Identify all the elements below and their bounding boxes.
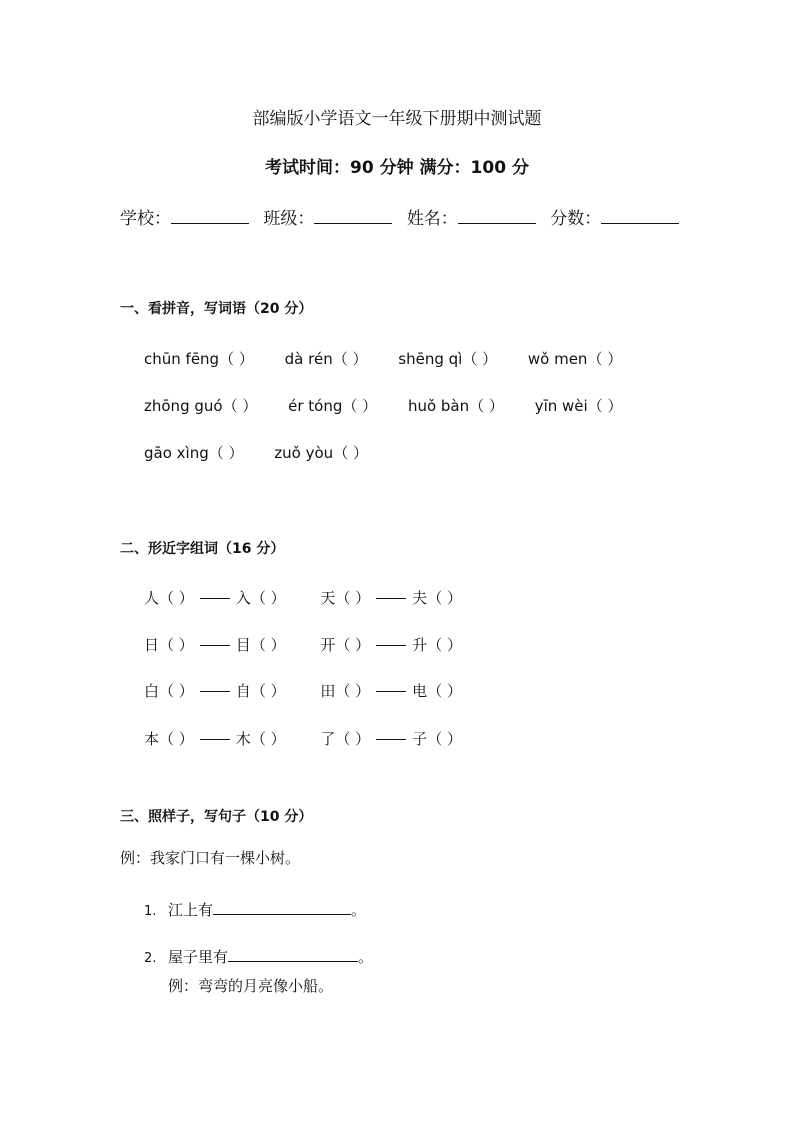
char: 本 [144, 730, 160, 748]
answer-parens[interactable]: （ ） [335, 636, 371, 654]
char: 入 [235, 589, 251, 607]
char: 夫 [412, 589, 428, 607]
answer-parens[interactable]: （ ） [342, 397, 378, 415]
dash-connector [200, 598, 230, 599]
class-label: 班级： [263, 209, 315, 229]
pinyin-row-2 [144, 395, 648, 416]
answer-parens[interactable]: （ ） [333, 444, 368, 462]
class-field [263, 204, 392, 229]
exam-subtitle: 考试时间：90 分钟 满分：100 分 [265, 158, 529, 178]
dash-connector [200, 691, 230, 692]
question-end: 。 [358, 948, 374, 966]
answer-parens[interactable]: （ ） [250, 636, 286, 654]
pinyin-item [285, 348, 368, 369]
section3-title: 三、照样子，写句子（10 分） [120, 809, 313, 825]
question-2 [144, 946, 373, 967]
pinyin-row-3 [144, 442, 394, 463]
char-pair [144, 680, 286, 701]
pinyin-item [535, 395, 623, 416]
char: 开 [320, 636, 336, 654]
dash-connector [376, 645, 406, 646]
answer-parens[interactable]: （ ） [208, 444, 244, 462]
dash-connector [200, 739, 230, 740]
answer-parens[interactable]: （ ） [159, 730, 194, 748]
pinyin-item [398, 348, 497, 369]
dash-connector [376, 739, 406, 740]
char: 人 [144, 589, 160, 607]
dash-connector [376, 691, 406, 692]
school-label: 学校： [120, 209, 171, 229]
pinyin-text: zuǒ yòu [274, 444, 334, 462]
char-pair [144, 634, 286, 655]
score-blank[interactable] [601, 208, 679, 224]
char: 电 [412, 682, 428, 700]
pinyin-item [528, 348, 622, 369]
char: 子 [412, 730, 428, 748]
name-label: 姓名： [406, 209, 458, 229]
answer-parens[interactable]: （ ） [427, 730, 462, 748]
class-blank[interactable] [314, 208, 392, 224]
score-field [550, 204, 679, 229]
pinyin-item [274, 442, 368, 463]
example-sentence-1: 例：我家门口有一棵小树。 [120, 849, 301, 867]
char: 升 [412, 636, 428, 654]
answer-parens[interactable]: （ ） [427, 636, 462, 654]
char-row-2 [144, 634, 492, 655]
dash-connector [376, 598, 406, 599]
char-pair [320, 634, 462, 655]
name-field [407, 204, 536, 229]
char: 田 [320, 682, 336, 700]
answer-parens[interactable]: （ ） [159, 682, 194, 700]
exam-title: 部编版小学语文一年级下册期中测试题 [252, 109, 542, 129]
char-row-1 [144, 587, 492, 608]
answer-blank[interactable] [213, 900, 351, 915]
answer-parens[interactable]: （ ） [335, 589, 371, 607]
char: 了 [320, 730, 336, 748]
answer-parens[interactable]: （ ） [427, 682, 462, 700]
char: 天 [320, 589, 336, 607]
answer-parens[interactable]: （ ） [219, 350, 254, 368]
pinyin-item [408, 395, 504, 416]
char: 木 [235, 730, 251, 748]
pinyin-text: wǒ men [527, 350, 588, 368]
answer-parens[interactable]: （ ） [250, 730, 286, 748]
pinyin-text: dà rén [284, 350, 333, 368]
pinyin-item [144, 348, 254, 369]
name-blank[interactable] [458, 208, 536, 224]
char-pair [144, 587, 286, 608]
pinyin-text: ér tóng [288, 397, 343, 415]
answer-parens[interactable]: （ ） [332, 350, 368, 368]
answer-blank[interactable] [228, 947, 358, 962]
school-blank[interactable] [171, 208, 249, 224]
answer-parens[interactable]: （ ） [587, 350, 623, 368]
question-number: 1. [144, 904, 157, 919]
pinyin-text: zhōng guó [144, 397, 223, 415]
student-info-row [120, 204, 688, 229]
answer-parens[interactable]: （ ） [335, 682, 371, 700]
question-1 [144, 899, 366, 920]
char: 目 [235, 636, 251, 654]
pinyin-row-1 [144, 348, 648, 369]
answer-parens[interactable]: （ ） [222, 397, 258, 415]
pinyin-text: shēng qì [398, 350, 463, 368]
question-prompt: 屋子里有 [168, 948, 229, 966]
char-pair [320, 680, 462, 701]
answer-parens[interactable]: （ ） [250, 589, 286, 607]
char-pair [320, 728, 462, 749]
answer-parens[interactable]: （ ） [159, 636, 194, 654]
answer-parens[interactable]: （ ） [469, 397, 504, 415]
section2-title: 二、形近字组词（16 分） [120, 541, 285, 557]
pinyin-text: huǒ bàn [407, 397, 470, 415]
section1-title: 一、看拼音，写词语（20 分） [120, 301, 313, 317]
dash-connector [200, 645, 230, 646]
char-row-3 [144, 680, 492, 701]
pinyin-text: chūn fēng [144, 350, 220, 368]
school-field [120, 204, 249, 229]
char-pair [144, 728, 286, 749]
char: 日 [144, 636, 160, 654]
answer-parens[interactable]: （ ） [587, 397, 623, 415]
answer-parens[interactable]: （ ） [462, 350, 498, 368]
char: 白 [144, 682, 160, 700]
question-end: 。 [351, 901, 367, 919]
char-pair [320, 587, 462, 608]
pinyin-text: gāo xìng [144, 444, 209, 462]
pinyin-item [144, 442, 244, 463]
answer-parens[interactable]: （ ） [427, 589, 462, 607]
answer-parens[interactable]: （ ） [250, 682, 286, 700]
example-sentence-2: 例：弯弯的月亮像小船。 [168, 977, 334, 995]
question-prompt: 江上有 [168, 901, 214, 919]
pinyin-text: yīn wèi [534, 397, 588, 415]
answer-parens[interactable]: （ ） [159, 589, 194, 607]
char-row-4 [144, 728, 492, 749]
answer-parens[interactable]: （ ） [335, 730, 371, 748]
char: 自 [235, 682, 251, 700]
question-number: 2. [144, 951, 157, 966]
pinyin-item [144, 395, 257, 416]
pinyin-item [288, 395, 377, 416]
score-label: 分数： [550, 209, 602, 229]
